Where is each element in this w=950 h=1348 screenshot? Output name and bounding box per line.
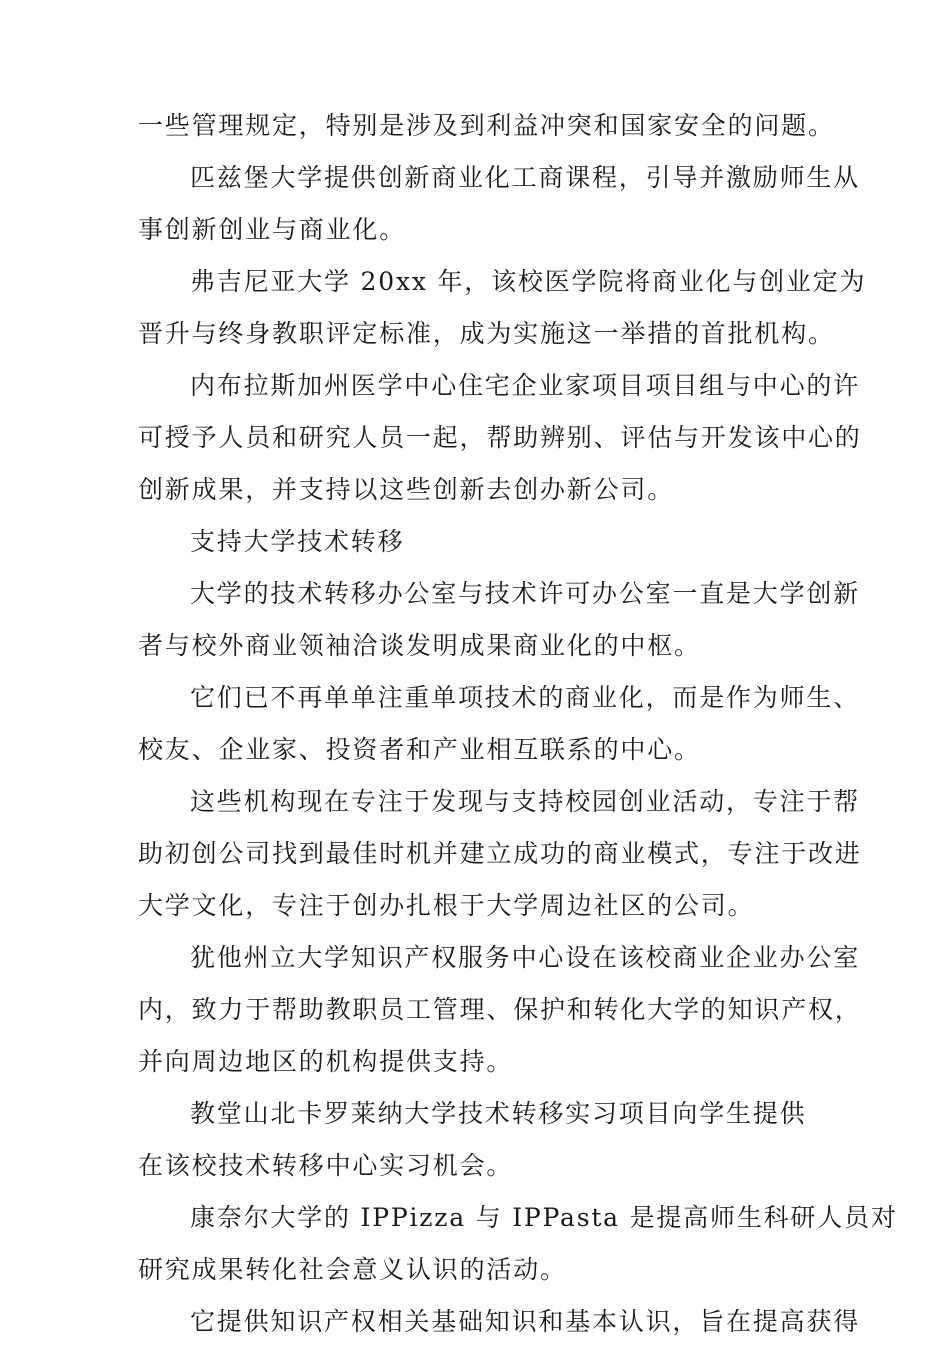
text-line: 内布拉斯加州医学中心住宅企业家项目项目组与中心的许 [190, 371, 861, 400]
text-line: 助初创公司找到最佳时机并建立成功的商业模式，专注于改进 [138, 839, 862, 868]
text-line: 在该校技术转移中心实习机会。 [138, 1151, 514, 1180]
text-line: 大学的技术转移办公室与技术许可办公室一直是大学创新 [190, 579, 861, 608]
paragraph [138, 932, 862, 1088]
text-line: 创新成果，并支持以这些创新去创办新公司。 [138, 475, 675, 504]
text-line: 研究成果转化社会意义认识的活动。 [138, 1255, 567, 1284]
text-line: 一些管理规定，特别是涉及到利益冲突和国家安全的问题。 [138, 111, 835, 140]
text-line: 内，致力于帮助教职员工管理、保护和转化大学的知识产权， [138, 995, 862, 1024]
paragraph [138, 568, 861, 672]
text-line: 大学文化，专注于创办扎根于大学周边社区的公司。 [138, 891, 755, 920]
text-line: 它们已不再单单注重单项技术的商业化，而是作为师生、 [190, 683, 861, 712]
paragraph [138, 1088, 838, 1192]
text-line: 校友、企业家、投资者和产业相互联系的中心。 [138, 735, 701, 764]
text-line: 犹他州立大学知识产权服务中心设在该校商业企业办公室 [190, 943, 861, 972]
paragraph [138, 152, 861, 256]
paragraph [138, 776, 862, 932]
text-line: 可授予人员和研究人员一起，帮助辨别、评估与开发该中心的 [138, 423, 862, 452]
section-heading [138, 516, 838, 568]
paragraph [138, 256, 867, 360]
paragraph [138, 100, 838, 152]
text-line: 并向周边地区的机构提供支持。 [138, 1047, 514, 1076]
paragraph [138, 1192, 898, 1296]
text-line: 康奈尔大学的 IPPizza 与 IPPasta 是提高师生科研人员对 [190, 1203, 898, 1232]
text-line: 匹兹堡大学提供创新商业化工商课程，引导并激励师生从 [190, 163, 861, 192]
text-line: 它提供知识产权相关基础知识和基本认识，旨在提高获得 [190, 1307, 861, 1336]
text-line: 弗吉尼亚大学 20xx 年，该校医学院将商业化与创业定为 [190, 267, 867, 296]
text-line: 教堂山北卡罗莱纳大学技术转移实习项目向学生提供 [190, 1099, 807, 1128]
paragraph [138, 672, 861, 776]
text-line: 者与校外商业领袖洽谈发明成果商业化的中枢。 [138, 631, 701, 660]
text-line: 支持大学技术转移 [190, 527, 405, 556]
paragraph [138, 1296, 861, 1348]
paragraph [138, 360, 862, 516]
text-line: 这些机构现在专注于发现与支持校园创业活动，专注于帮 [190, 787, 861, 816]
text-line: 事创新创业与商业化。 [138, 215, 407, 244]
document-body [138, 100, 898, 1348]
text-line: 晋升与终身教职评定标准，成为实施这一举措的首批机构。 [138, 319, 835, 348]
